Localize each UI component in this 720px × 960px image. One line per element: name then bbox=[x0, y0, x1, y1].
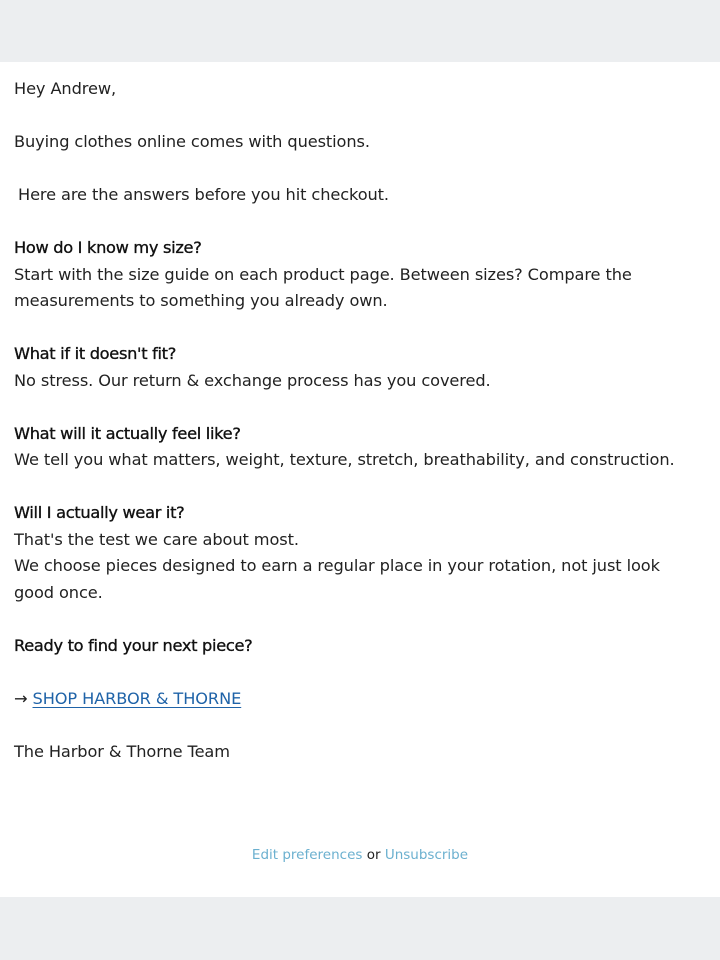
faq-answer-fit: No stress. Our return & exchange process has you covered. bbox=[14, 370, 491, 390]
edit-preferences-link[interactable]: Edit preferences bbox=[251, 847, 363, 863]
faq-question-size: How do I know my size? bbox=[14, 238, 202, 257]
shop-link[interactable]: SHOP HARBOR & THORNE bbox=[32, 688, 242, 708]
greeting: Hey Andrew, bbox=[14, 79, 117, 98]
faq-answer-feel: We tell you what matters, weight, texture, stretch, breathability, and construction. bbox=[14, 450, 675, 469]
faq-answer-wear-line-1: That's the test we care about most. bbox=[14, 529, 299, 549]
email-body bbox=[0, 62, 720, 897]
unsubscribe-link[interactable]: Unsubscribe bbox=[384, 847, 469, 863]
cta-prompt: Ready to find your next piece? bbox=[14, 635, 253, 655]
email-footer bbox=[0, 847, 720, 863]
intro-line-1: Buying clothes online comes with questions. bbox=[14, 132, 370, 151]
faq-question-feel: What will it actually feel like? bbox=[14, 423, 241, 443]
faq-answer-size: Start with the size guide on each product page. Between sizes? Compare the measurements to something you already own. bbox=[14, 264, 632, 310]
email-content bbox=[14, 76, 704, 765]
arrow-right-icon: → bbox=[14, 688, 28, 708]
signature: The Harbor & Thorne Team bbox=[14, 741, 230, 761]
faq-question-wear: Will I actually wear it? bbox=[14, 503, 185, 522]
cta-row bbox=[14, 686, 704, 713]
intro-line-2: Here are the answers before you hit checkout. bbox=[18, 185, 389, 204]
footer-or-text: or bbox=[366, 847, 381, 863]
faq-answer-wear-line-2: We choose pieces designed to earn a regular place in your rotation, not just look good once. bbox=[14, 556, 660, 602]
faq-question-fit: What if it doesn't fit? bbox=[14, 344, 177, 363]
